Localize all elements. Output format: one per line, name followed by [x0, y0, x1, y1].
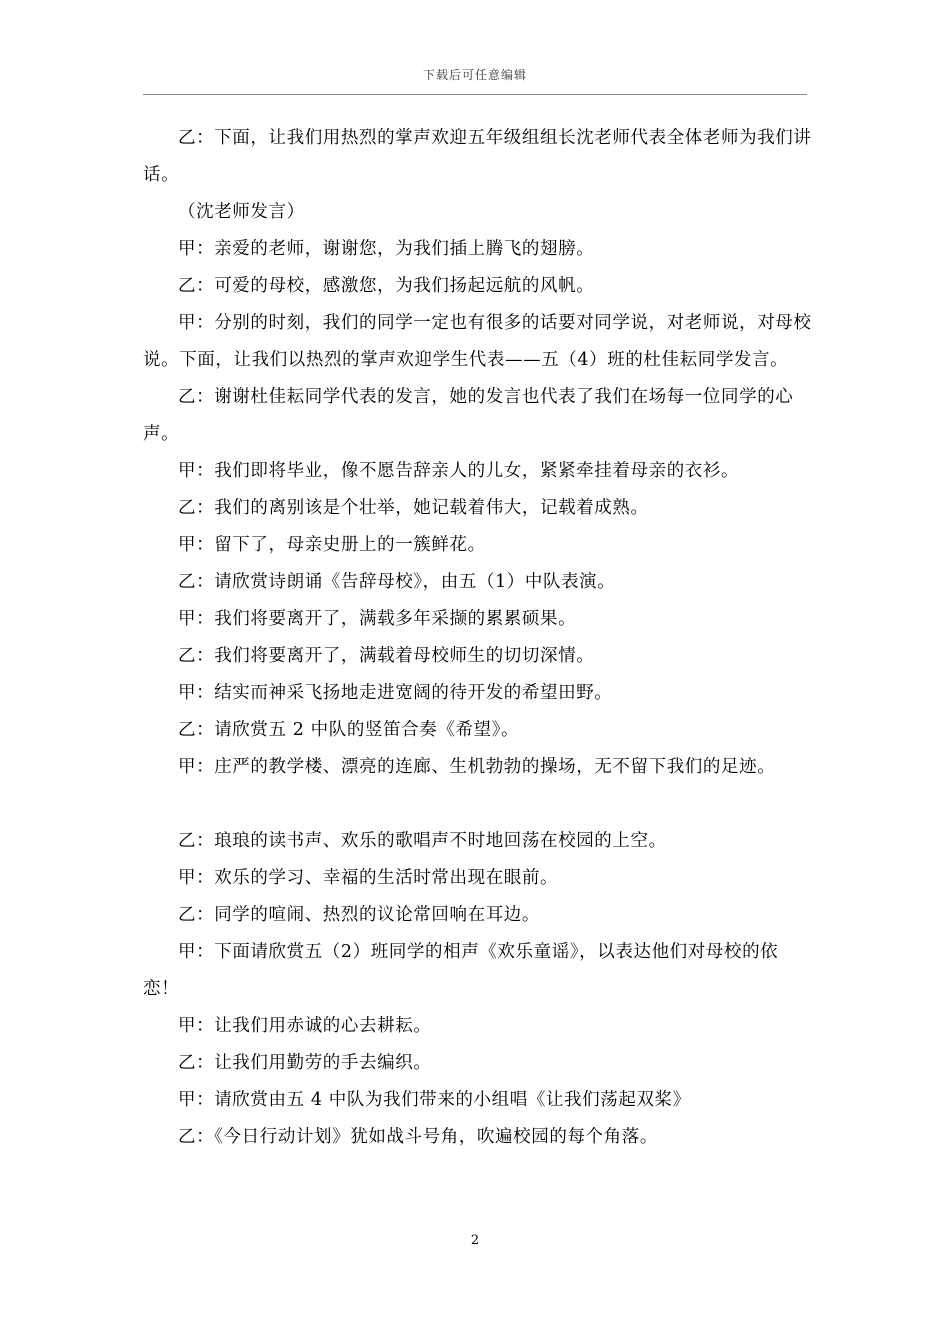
- paragraph: 乙：请欣赏诗朗诵《告辞母校》，由五（1）中队表演。: [178, 572, 616, 592]
- paragraph: 甲：留下了，母亲史册上的一簇鲜花。: [178, 535, 486, 555]
- header-rule: [143, 94, 807, 95]
- paragraph: 甲：让我们用赤诚的心去耕耘。: [178, 1016, 432, 1036]
- page-header: 下载后可任意编辑: [422, 68, 527, 82]
- page-number: 2: [470, 1233, 480, 1248]
- paragraph: 甲：庄严的教学楼、漂亮的连廊、生机勃勃的操场，无不留下我们的足迹。: [178, 757, 776, 777]
- paragraph: 甲：亲爱的老师，谢谢您，为我们插上腾飞的翅膀。: [178, 239, 595, 259]
- paragraph: 甲：请欣赏由五 4 中队为我们带来的小组唱《让我们荡起双桨》: [178, 1090, 691, 1110]
- paragraph: 甲：分别的时刻，我们的同学一定也有很多的话要对同学说，对老师说，对母校说。下面，让我们以热烈的掌声欢迎学生代表——五（4）班的杜佳耘同学发言。: [143, 313, 812, 370]
- body-text: [143, 120, 813, 1156]
- paragraph: 乙：《今日行动计划》犹如战斗号角，吹遍校园的每个角落。: [178, 1127, 658, 1147]
- paragraph: 乙：我们的离别该是个壮举，她记载着伟大，记载着成熟。: [178, 498, 649, 518]
- paragraph: 乙：可爱的母校，感激您，为我们扬起远航的风帆。: [178, 276, 595, 296]
- paragraph: 甲：结实而神采飞扬地走进宽阔的待开发的希望田野。: [178, 683, 613, 703]
- paragraph: 乙：下面，让我们用热烈的掌声欢迎五年级组组长沈老师代表全体老师为我们讲话。: [143, 128, 812, 185]
- paragraph: 甲：我们即将毕业，像不愿告辞亲人的儿女，紧紧牵挂着母亲的衣衫。: [178, 461, 740, 481]
- paragraph: 乙：谢谢杜佳耘同学代表的发言，她的发言也代表了我们在场每一位同学的心声。: [143, 387, 794, 444]
- paragraph: （沈老师发言）: [178, 202, 305, 222]
- paragraph: 甲：欢乐的学习、幸福的生活时常出现在眼前。: [178, 868, 559, 888]
- paragraph: 乙：琅琅的读书声、欢乐的歌唱声不时地回荡在校园的上空。: [178, 831, 667, 851]
- paragraph: 乙：请欣赏五 2 中队的竖笛合奏《希望》。: [178, 720, 520, 740]
- paragraph: 甲：下面请欣赏五（2）班同学的相声《欢乐童谣》，以表达他们对母校的依恋！: [143, 942, 779, 999]
- paragraph: 乙：让我们用勤劳的手去编织。: [178, 1053, 432, 1073]
- paragraph: 乙：同学的喧闹、热烈的议论常回响在耳边。: [178, 905, 540, 925]
- paragraph: 甲：我们将要离开了，满载多年采撷的累累硕果。: [178, 609, 577, 629]
- paragraph: 乙：我们将要离开了，满载着母校师生的切切深情。: [178, 646, 595, 666]
